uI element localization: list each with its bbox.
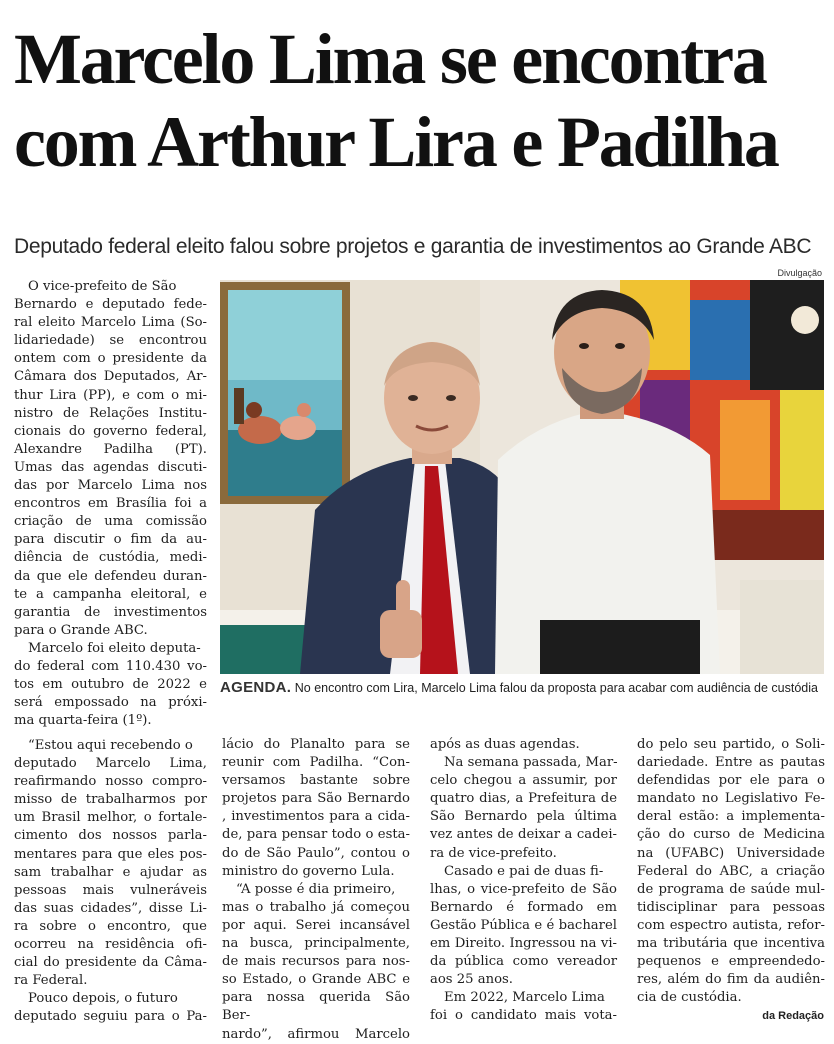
text-line: deputado Marcelo Lima, [14, 756, 207, 772]
text-line: nardo”, afirmou Marcelo [222, 1026, 410, 1042]
text-line: ma quarta-feira (1º). [14, 713, 152, 729]
paragraph [430, 754, 617, 863]
text-line: pequenos e empreendedo- [637, 954, 825, 970]
text-line: por aqui. Serei incansável [222, 917, 410, 933]
text-line: projetos para São Bernardo [222, 791, 410, 807]
text-line: garantia de investimentos [14, 604, 207, 620]
text-line: aos 25 anos. [430, 972, 513, 988]
text-line: mandato no Legislativo Fe- [637, 791, 825, 807]
text-line: de, para pensar todo o esta- [222, 827, 410, 843]
text-line: ma tributária que incentiva [637, 936, 825, 952]
column-3 [430, 736, 617, 1026]
paragraph [430, 989, 617, 1025]
text-line: lhas, o vice-prefeito de São [430, 881, 617, 897]
text-line: Pouco depois, o futuro [28, 991, 178, 1007]
byline-signature: da Redação [762, 1010, 824, 1022]
text-line: quatro dias, a Prefeitura de [430, 791, 617, 807]
text-line: da pública como vereador [430, 954, 617, 970]
text-line: ra de vice-prefeito. [430, 845, 557, 861]
text-line: do de São Paulo”, contou o [222, 845, 410, 861]
text-line: “Estou aqui recebendo o [28, 738, 193, 753]
text-line: tos em outubro de 2022 e [14, 677, 207, 693]
text-line: Bernardo é formado em [430, 899, 617, 915]
text-line: thur Lira (PP), e com o mi- [14, 387, 207, 403]
headline-line-2: com Arthur Lira e Padilha [14, 102, 778, 182]
text-line: cia de custódia. [637, 990, 742, 1006]
text-line: Bernardo e deputado fede- [14, 297, 207, 313]
text-line: cial do presidente da Câma- [14, 955, 207, 971]
text-line: mentares para que eles pos- [14, 846, 207, 862]
text-line: para o Grande ABC. [14, 622, 148, 638]
column-1 [14, 278, 207, 730]
subheadline: Deputado federal eleito falou sobre projetos e garantia de investimentos ao Grande ABC [14, 235, 812, 258]
text-line: , investimentos para a cida- [222, 809, 410, 825]
text-line: cimento dos nossos parla- [14, 828, 207, 844]
text-line: Em 2022, Marcelo Lima [444, 990, 605, 1006]
text-line: para nossa querida São Ber- [222, 990, 410, 1024]
paragraph [14, 990, 207, 1026]
text-line: mas o trabalho já começou [222, 899, 410, 915]
text-line: ra Federal. [14, 973, 88, 989]
text-line: São Bernardo pela última [430, 809, 617, 825]
text-line: encontros em Brasília foi a [14, 496, 207, 512]
text-line: reafirmando nosso compro- [14, 774, 207, 790]
text-line: das por Marcelo Lima nos [14, 478, 207, 494]
text-line: do federal com 110.430 vo- [14, 658, 207, 674]
text-line: para discutir o fim da au- [14, 532, 207, 548]
text-line: Na semana passada, Mar- [444, 755, 618, 771]
text-line: criação de uma comissão [14, 514, 207, 530]
text-line: “A posse é dia primeiro, [236, 881, 396, 897]
text-line: deputado seguiu para o Pa- [14, 1009, 207, 1025]
paragraph [14, 737, 207, 990]
text-line: Federal do ABC, a criação [637, 863, 825, 879]
text-line: de programa de saúde mul- [637, 881, 825, 897]
text-line: nistro de Relações Institu- [14, 405, 207, 421]
column-1-continued [14, 737, 207, 1027]
article-photo [220, 280, 824, 674]
text-line: foi o candidato mais vota- [430, 1008, 617, 1024]
paragraph [14, 278, 207, 640]
text-line: reunir com Padilha. “Con- [222, 755, 410, 771]
text-line: da que ele defendeu duran- [14, 568, 207, 584]
paragraph [637, 736, 825, 1007]
text-line: de mais recursos para nos- [222, 954, 410, 970]
text-line: na busca, principalmente, [222, 936, 410, 952]
text-line: ocorreu na residência ofi- [14, 937, 207, 953]
text-line: Marcelo foi eleito deputa- [28, 640, 201, 656]
paragraph [222, 736, 410, 881]
paragraph [430, 863, 617, 990]
text-line: ção do curso de Medicina [637, 827, 825, 843]
text-line: sam trabalhar e ajudar as [14, 864, 207, 880]
text-line: cionais do governo federal, [14, 423, 207, 439]
photo-credit: Divulgação [777, 268, 822, 278]
headline [14, 18, 824, 184]
headline-line-1: Marcelo Lima se encontra [14, 19, 766, 99]
text-line: defendidas por ele para o [637, 773, 825, 789]
text-line: um Brasil melhor, o fortale- [14, 810, 207, 826]
text-line: celo chegou a assumir, por [430, 773, 617, 789]
text-line: em Direito. Ingressou na vi- [430, 936, 617, 952]
text-line: ra sobre o encontro, que [14, 918, 207, 934]
text-line: lidariedade) se encontrou [14, 333, 207, 349]
text-line: res, além do fim da audiên- [637, 972, 825, 988]
text-line: pessoas mais vulneráveis [14, 882, 207, 898]
text-line: dariedade. Entre as pautas [637, 755, 825, 771]
text-line: ontem com o presidente da [14, 351, 207, 367]
text-line: após as duas agendas. [430, 737, 580, 752]
text-line: O vice-prefeito de São [28, 279, 177, 294]
text-line: ministro do governo Lula. [222, 863, 395, 879]
text-line: será empossado na próxi- [14, 695, 207, 711]
text-line: Câmara dos Deputados, Ar- [14, 369, 207, 385]
caption-kicker: AGENDA. [220, 679, 292, 696]
text-line: Umas das agendas discuti- [14, 459, 207, 475]
column-2 [222, 736, 410, 1044]
paragraph [430, 736, 617, 754]
text-line: versamos bastante sobre [222, 773, 410, 789]
text-line: vez antes de deixar a cadei- [430, 827, 617, 843]
text-line: tidisciplinar para pessoas [637, 899, 825, 915]
text-line: Alexandre Padilha (PT). [14, 441, 207, 457]
photo-caption [220, 680, 830, 696]
thumbs-up-hand [380, 610, 422, 658]
text-line: com espectro autista, refor- [637, 917, 825, 933]
text-line: te a campanha eleitoral, e [14, 586, 207, 602]
text-line: Gestão Pública e é bacharel [430, 917, 617, 933]
text-line: diência de custódia, medi- [14, 550, 207, 566]
text-line: ral eleito Marcelo Lima (So- [14, 315, 207, 331]
text-line: das suas cidades”, disse Li- [14, 900, 207, 916]
photo-illustration [220, 280, 824, 674]
text-line: na (UFABC) Universidade [637, 845, 825, 861]
text-line: so Estado, o Grande ABC e [222, 972, 410, 988]
text-line: Casado e pai de duas fi- [444, 863, 604, 879]
paragraph [14, 640, 207, 730]
text-line: misso de trabalharmos por [14, 792, 207, 808]
text-line: do pelo seu partido, o Soli- [637, 737, 825, 752]
text-line: lácio do Planalto para se [222, 737, 410, 752]
caption-text: No encontro com Lira, Marcelo Lima falou da proposta para acabar com audiência de custódia [291, 681, 818, 695]
column-4 [637, 736, 825, 1007]
text-line: deral estão: a implementa- [637, 809, 825, 825]
paragraph [222, 881, 410, 1044]
